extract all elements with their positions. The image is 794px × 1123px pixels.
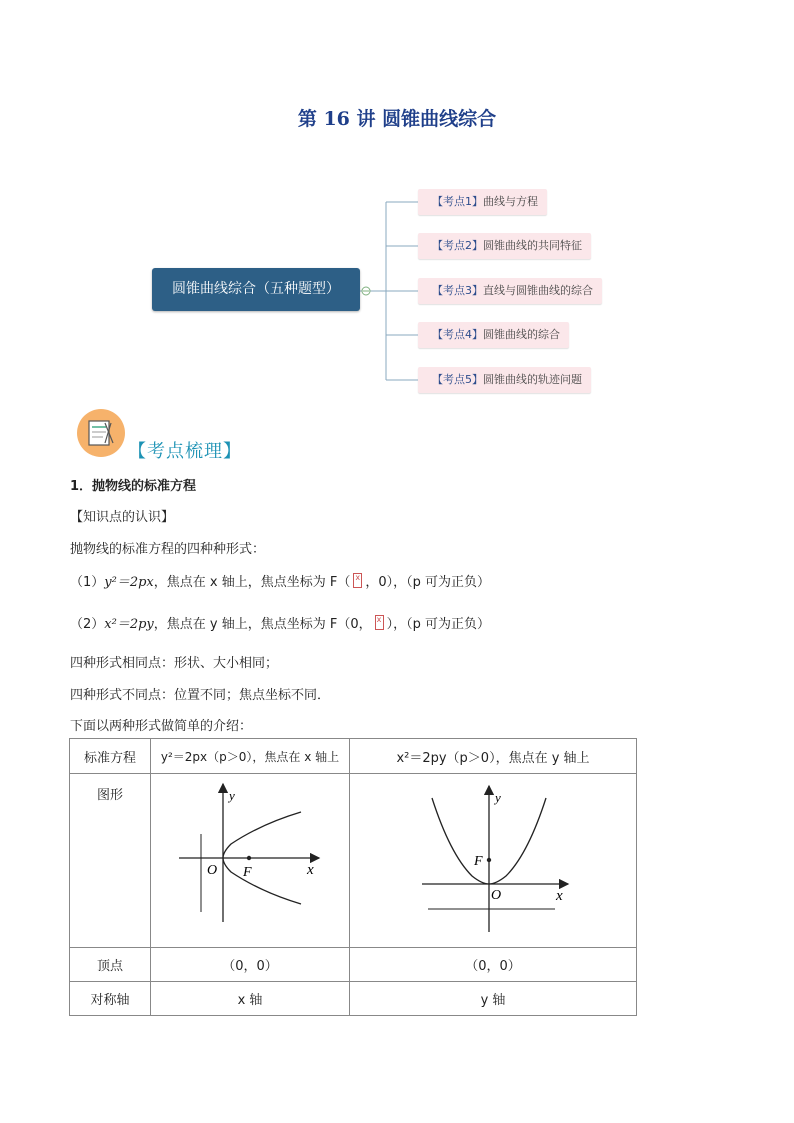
cell-col2: x²＝2py（p＞0），焦点在 y 轴上 (350, 739, 637, 774)
cell-label: 顶点 (70, 948, 151, 982)
formula-text: ，焦点在 y 轴上，焦点坐标为 F（0， (153, 617, 372, 632)
axis-label-x: x (307, 862, 314, 878)
axis-label-y: y (229, 788, 235, 803)
focus-label: F (474, 854, 483, 869)
below-intro: 下面以两种形式做简单的介绍： (70, 719, 253, 734)
same-points: 四种形式相同点：形状、大小相同； (70, 656, 279, 671)
mindmap-branch-3 (418, 278, 602, 304)
branch-text: 圆锥曲线的轨迹问题 (483, 373, 582, 386)
intro-text: 抛物线的标准方程的四种种形式： (70, 542, 266, 557)
mindmap-root: 圆锥曲线综合（五种题型） (152, 268, 360, 311)
branch-text: 曲线与方程 (483, 195, 538, 208)
broken-fraction-image (353, 573, 362, 588)
branch-text: 圆锥曲线的共同特征 (483, 239, 582, 252)
section-title: 【考点梳理】 (128, 441, 242, 462)
origin-label: O (207, 863, 218, 878)
table-row (70, 739, 637, 774)
cell-col1: x 轴 (151, 982, 350, 1016)
origin-label: O (491, 888, 502, 903)
cell-col2: （0，0） (350, 948, 637, 982)
formula-text-end: ），（p 可为正负） (386, 617, 490, 632)
branch-tag: 【考点1】 (432, 195, 483, 208)
parabola-table (69, 738, 637, 1016)
focus-label: F (243, 865, 252, 880)
table-row (70, 982, 637, 1016)
branch-text: 直线与圆锥曲线的综合 (483, 284, 593, 297)
formula-text-end: ，0），（p 可为正负） (365, 575, 490, 590)
mindmap-branch-5 (418, 367, 591, 393)
subheading-knowledge: 【知识点的认识】 (70, 510, 175, 525)
parabola-graph-y (350, 774, 635, 943)
cell-col2: y 轴 (350, 982, 637, 1016)
axis-label-x: x (556, 888, 563, 904)
page-title: 第 16 讲 圆锥曲线综合 (297, 108, 497, 130)
branch-tag: 【考点5】 (432, 373, 483, 386)
parabola-graph-x (151, 774, 348, 943)
mindmap-branch-2 (418, 233, 591, 259)
formula-2 (70, 613, 490, 632)
formula-text: ，焦点在 x 轴上，焦点坐标为 F（ (153, 575, 351, 590)
cell-col1: y²＝2px（p＞0），焦点在 x 轴上 (151, 739, 350, 774)
branch-text: 圆锥曲线的综合 (483, 328, 560, 341)
broken-fraction-image (375, 615, 384, 630)
cell-label: 标准方程 (70, 739, 151, 774)
graph-cell-2 (350, 774, 637, 948)
formula-prefix: （2） (70, 617, 105, 632)
mindmap-connectors (0, 0, 794, 420)
heading-parabola: 1．抛物线的标准方程 (70, 479, 197, 494)
mindmap-branch-1 (418, 189, 547, 215)
cell-label: 图形 (70, 774, 151, 948)
notebook-icon (77, 409, 125, 457)
formula-equation: y²＝2px (104, 575, 154, 590)
formula-prefix: （1） (70, 575, 105, 590)
formula-1 (70, 571, 490, 590)
table-row (70, 774, 637, 948)
branch-tag: 【考点3】 (432, 284, 483, 297)
axis-label-y: y (495, 790, 501, 805)
table-row (70, 948, 637, 982)
mindmap-branch-4 (418, 322, 569, 348)
branch-tag: 【考点2】 (432, 239, 483, 252)
cell-label: 对称轴 (70, 982, 151, 1016)
cell-col1: （0，0） (151, 948, 350, 982)
graph-cell-1 (151, 774, 350, 948)
formula-equation: x²＝2py (104, 617, 154, 632)
branch-tag: 【考点4】 (432, 328, 483, 341)
diff-points: 四种形式不同点：位置不同；焦点坐标不同． (70, 688, 331, 703)
